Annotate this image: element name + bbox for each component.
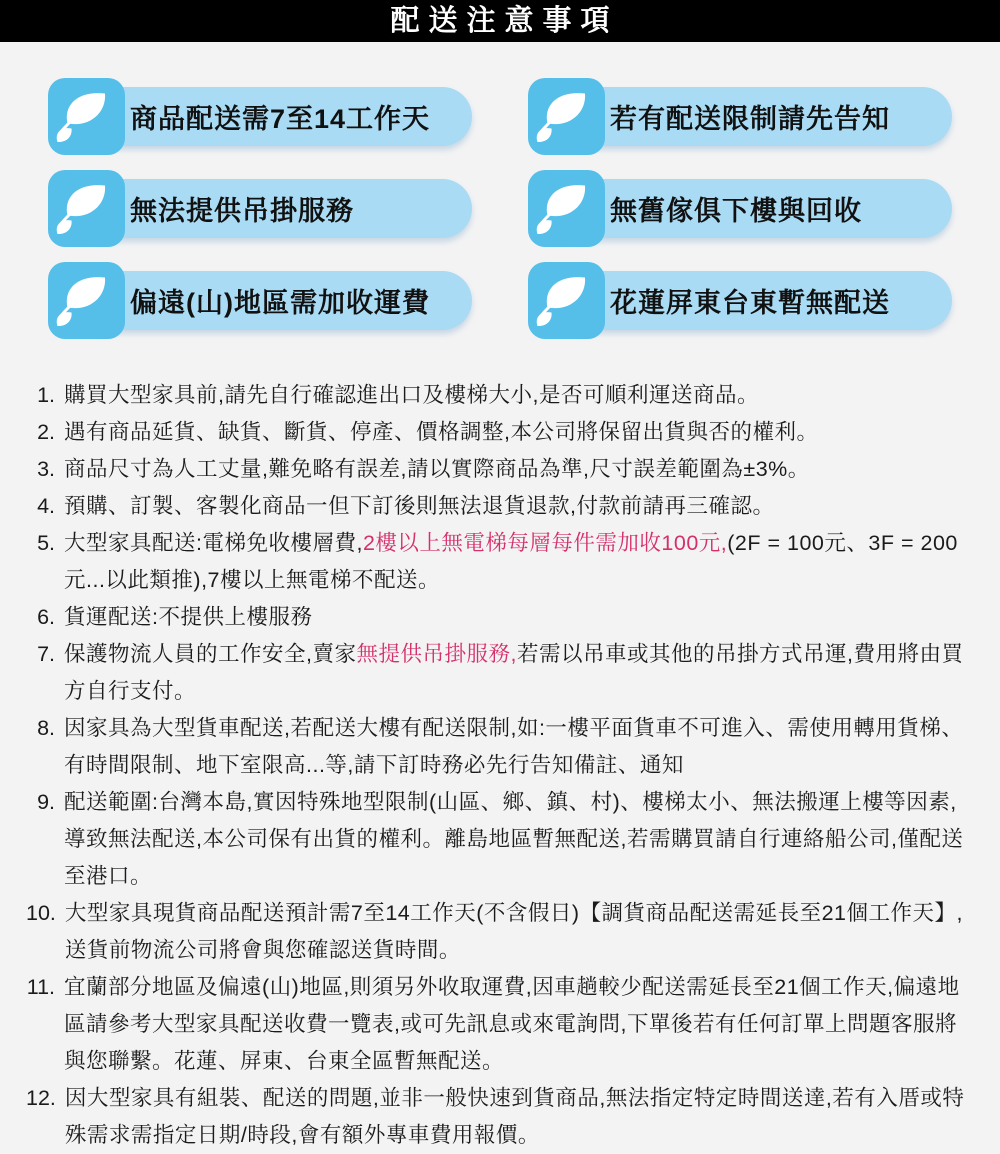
note-number: 4. [37, 494, 55, 518]
note-item [26, 525, 976, 599]
badge-limit-notice [528, 78, 952, 155]
leaf-icon [48, 170, 125, 247]
note-text [64, 636, 976, 710]
note-segment: 因大型家具有組裝、配送的問題,並非一般快速到貨商品,無法指定特定時間送達,若有入厝或特殊需求需指定日期/時段,會有額外專車費用報價。 [64, 1086, 965, 1147]
note-text [64, 488, 976, 525]
badge-no-furniture-removal [528, 170, 952, 247]
note-number: 7. [37, 642, 55, 666]
note-item [26, 710, 976, 784]
note-highlight: 無提供吊掛服務, [356, 642, 517, 666]
badges-grid [0, 78, 1000, 354]
note-item [26, 969, 976, 1080]
note-item [26, 488, 976, 525]
badge-label: 偏遠(山)地區需加收運費 [130, 288, 430, 318]
note-text [64, 377, 976, 414]
badge-label: 若有配送限制請先告知 [610, 104, 890, 134]
badge-label: 商品配送需7至14工作天 [130, 104, 431, 134]
note-text [64, 525, 976, 599]
badge-label: 無法提供吊掛服務 [130, 196, 354, 226]
leaf-icon [48, 78, 125, 155]
note-text [65, 1080, 976, 1154]
note-segment: 商品尺寸為人工丈量,難免略有誤差,請以實際商品為準,尺寸誤差範圍為±3%。 [64, 457, 810, 481]
note-number: 8. [37, 716, 55, 740]
note-segment: 保護物流人員的工作安全,賣家 [64, 642, 357, 666]
note-segment: (2F = 100元、3F = 200元...以此類推),7樓以上無電梯不配送。 [64, 531, 958, 592]
note-number: 5. [37, 531, 55, 555]
note-item [26, 377, 976, 414]
note-number: 3. [37, 457, 55, 481]
note-text [64, 969, 976, 1080]
leaf-icon [528, 262, 605, 339]
badge-remote-area-fee [48, 262, 472, 339]
note-item [26, 451, 976, 488]
note-number: 11. [26, 975, 55, 999]
note-text [64, 451, 976, 488]
note-number: 12. [26, 1086, 56, 1110]
notes-list [0, 377, 1000, 1154]
badge-no-hanging-service [48, 170, 472, 247]
note-item [26, 1080, 976, 1154]
badge-label: 無舊傢俱下樓與回收 [610, 196, 862, 226]
note-number: 2. [37, 420, 55, 444]
note-segment: 宜蘭部分地區及偏遠(山)地區,則須另外收取運費,因車趟較少配送需延長至21個工作天,偏遠地區請參考大型家具配送收費一覽表,或可先訊息或來電詢問,下單後若有任何訂單上問題客服將與您聯繫。花蓮、屏東、台東全區暫無配送。 [64, 975, 960, 1073]
note-text [64, 710, 976, 784]
badge-pill [70, 179, 472, 238]
note-number: 9. [37, 790, 55, 814]
note-item [26, 599, 976, 636]
badge-pill [550, 271, 952, 330]
note-item [26, 784, 976, 895]
note-text [64, 784, 976, 895]
note-number: 1. [37, 383, 55, 407]
badge-pill [70, 271, 472, 330]
note-segment: 若需以吊車或其他的吊掛方式吊運,費用將由買方自行支付。 [64, 642, 964, 703]
note-segment: 遇有商品延貨、缺貨、斷貨、停產、價格調整,本公司將保留出貨與否的權利。 [64, 420, 819, 444]
note-text [64, 414, 976, 451]
badge-no-delivery-areas [528, 262, 952, 339]
leaf-icon [528, 170, 605, 247]
badge-pill [550, 179, 952, 238]
note-item [26, 895, 976, 969]
note-segment: 配送範圍:台灣本島,實因特殊地型限制(山區、鄉、鎮、村)、樓梯太小、無法搬運上樓等因素,導致無法配送,本公司保有出貨的權利。離島地區暫無配送,若需購買請自行連絡船公司,僅配送至港口。 [64, 790, 964, 888]
note-segment: 購買大型家具前,請先自行確認進出口及樓梯大小,是否可順利運送商品。 [64, 383, 759, 407]
header-bar [0, 0, 1000, 42]
note-segment: 大型家具現貨商品配送預計需7至14工作天(不含假日)【調貨商品配送需延長至21個工作天】,送貨前物流公司將會與您確認送貨時間。 [64, 901, 963, 962]
note-segment: 大型家具配送:電梯免收樓層費, [64, 531, 363, 555]
leaf-icon [528, 78, 605, 155]
note-highlight: 2樓以上無電梯每層每件需加收100元, [362, 531, 728, 555]
note-text [65, 895, 976, 969]
badge-pill [70, 87, 472, 146]
note-number: 6. [37, 605, 55, 629]
badge-label: 花蓮屏東台東暫無配送 [610, 288, 890, 318]
note-item [26, 636, 976, 710]
leaf-icon [48, 262, 125, 339]
badge-delivery-time [48, 78, 472, 155]
note-item [26, 414, 976, 451]
note-text [64, 599, 976, 636]
note-number: 10. [26, 901, 56, 925]
note-segment: 預購、訂製、客製化商品一但下訂後則無法退貨退款,付款前請再三確認。 [64, 494, 775, 518]
badge-pill [550, 87, 952, 146]
note-segment: 因家具為大型貨車配送,若配送大樓有配送限制,如:一樓平面貨車不可進入、需使用轉用貨梯、有時間限制、地下室限高...等,請下訂時務必先行告知備註、通知 [64, 716, 964, 777]
note-segment: 貨運配送:不提供上樓服務 [64, 605, 313, 629]
page-title: 配送注意事項 [390, 4, 619, 37]
